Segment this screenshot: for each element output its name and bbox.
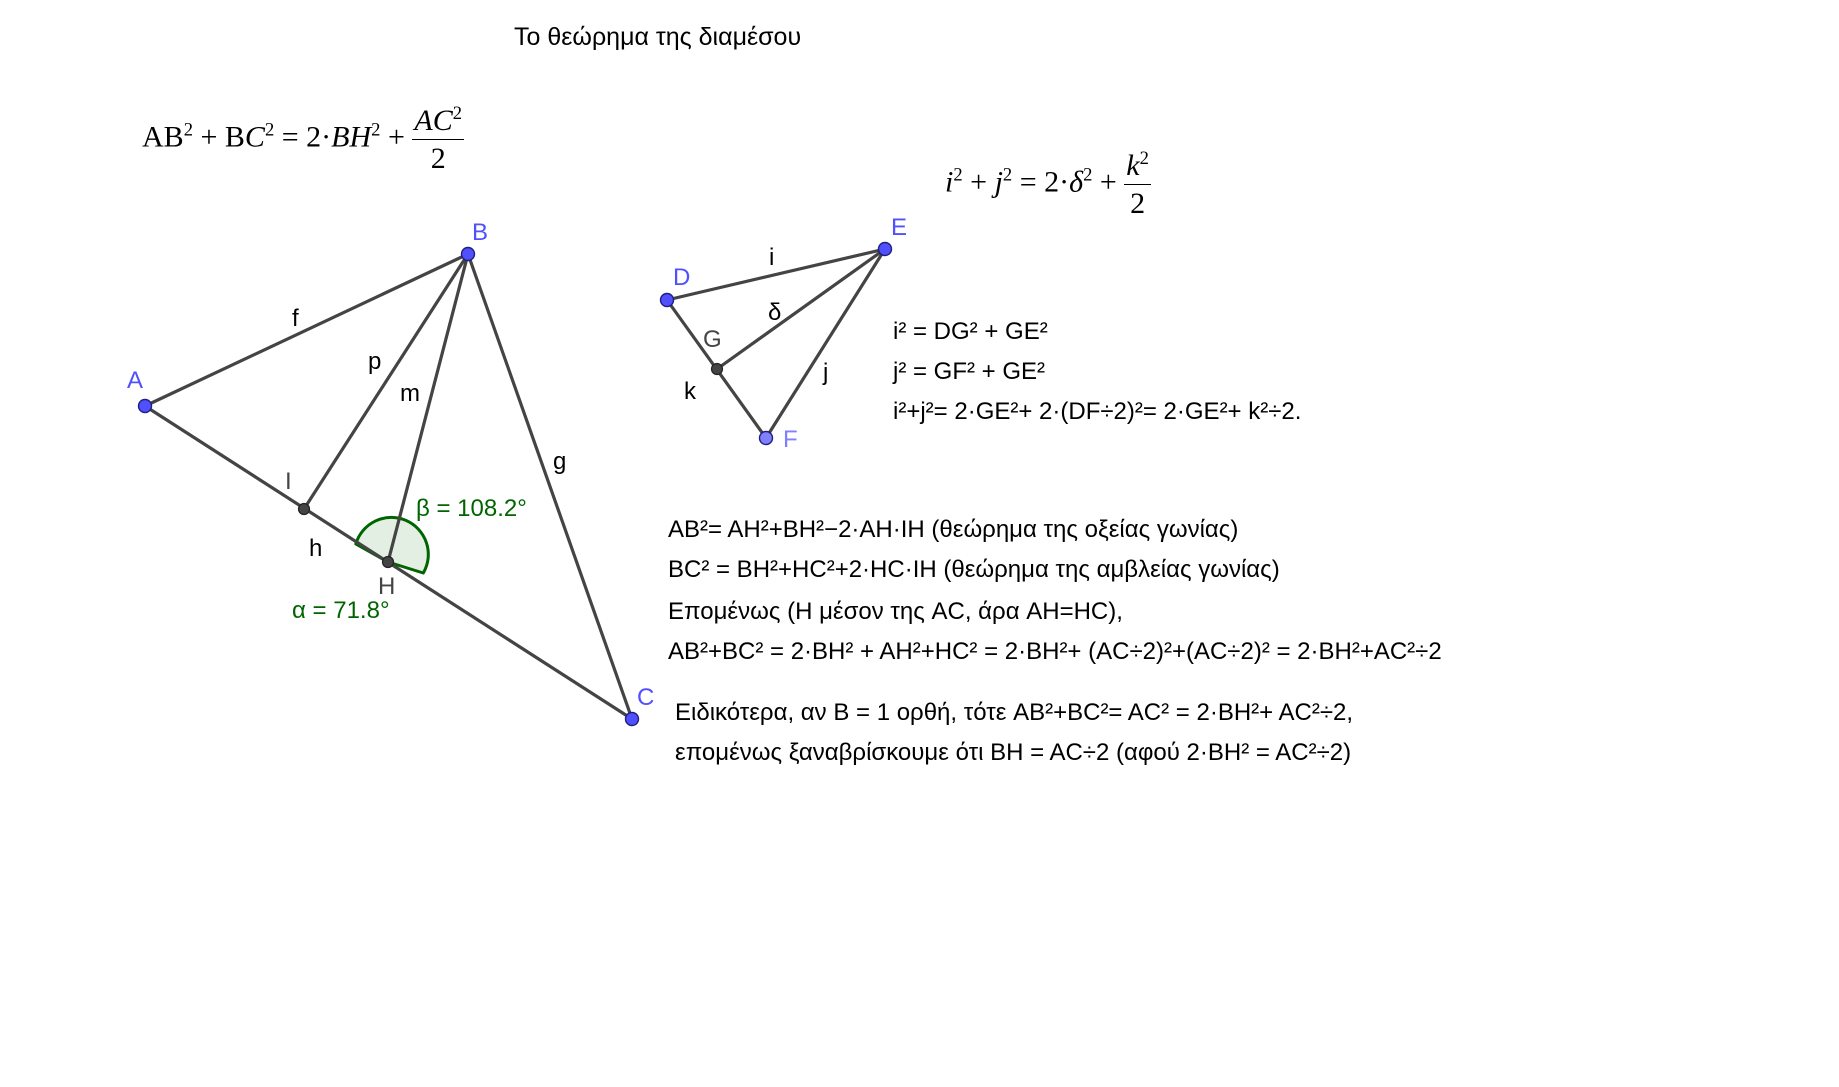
segment-j[interactable] — [766, 249, 885, 438]
segment-delta[interactable] — [717, 249, 885, 369]
point-label-i: I — [285, 468, 292, 495]
angle-label-alpha: α = 71.8° — [292, 597, 390, 624]
formula-term: i — [945, 165, 954, 199]
point-d[interactable] — [661, 294, 674, 307]
text-line: j² = GF² + GE² — [893, 358, 1046, 385]
segment-label-p: p — [368, 348, 382, 375]
segment-label-i: i — [769, 244, 775, 271]
text-line: i²+j²= 2·GE²+ 2·(DF÷2)²= 2·GE²+ k²÷2. — [893, 398, 1302, 425]
point-f[interactable] — [760, 432, 773, 445]
point-a[interactable] — [139, 400, 152, 413]
formula-example — [945, 150, 1151, 219]
formula-operator: = 2· — [1012, 165, 1070, 199]
formula-fraction — [412, 105, 464, 174]
formula-exponent: 2 — [183, 119, 193, 141]
text-line: BC² = BH²+HC²+2·HC·IH (θεώρημα της αμβλείας γωνίας) — [668, 556, 1280, 583]
formula-exponent: 2 — [1002, 164, 1013, 186]
fraction-numerator — [1124, 150, 1151, 185]
formula-exponent: 2 — [264, 119, 275, 141]
fraction-denominator: 2 — [1130, 187, 1146, 220]
point-e[interactable] — [879, 243, 892, 256]
fraction-denominator: 2 — [430, 142, 446, 175]
point-label-d: D — [673, 264, 691, 291]
point-g[interactable] — [712, 364, 723, 375]
formula-fraction — [1124, 150, 1151, 219]
formula-term: j — [994, 165, 1003, 199]
formula-term: B — [224, 120, 245, 154]
point-label-h: H — [378, 573, 396, 600]
point-label-f: F — [783, 426, 798, 453]
formula-term: δ — [1069, 165, 1084, 199]
formula-operator: + — [380, 120, 413, 154]
segment-label-h: h — [309, 535, 323, 562]
segment-g[interactable] — [468, 254, 632, 719]
segment-label-delta: δ — [768, 299, 782, 326]
text-line: Επομένως (H μέσον της AC, άρα AH=HC), — [668, 598, 1123, 625]
point-c[interactable] — [626, 713, 639, 726]
segment-label-k: k — [684, 378, 696, 405]
page-title: Το θεώρημα της διαμέσου — [514, 23, 802, 51]
formula-exponent: 2 — [371, 119, 381, 141]
point-i[interactable] — [299, 504, 310, 515]
formula-term: AB — [142, 120, 184, 154]
text-line: i² = DG² + GE² — [893, 318, 1048, 345]
text-line: Ειδικότερα, αν B = 1 ορθή, τότε AB²+BC²= AC² = 2·BH²+ AC²÷2, — [675, 699, 1354, 726]
segment-label-j: j — [823, 359, 829, 386]
text-line: επομένως ξαναβρίσκουμε ότι BH = AC÷2 (αφού 2·BH² = AC²÷2) — [675, 739, 1352, 766]
fraction-numerator — [412, 105, 464, 140]
point-label-b: B — [472, 219, 489, 246]
point-label-c: C — [637, 684, 655, 711]
formula-term: AC — [414, 104, 453, 137]
point-label-g: G — [703, 326, 722, 353]
point-b[interactable] — [462, 248, 475, 261]
segment-label-f: f — [292, 305, 299, 332]
formula-median-theorem — [142, 105, 464, 174]
formula-operator: + — [192, 120, 225, 154]
point-h[interactable] — [383, 557, 394, 568]
formula-operator: + — [1092, 165, 1125, 199]
point-label-e: E — [891, 214, 908, 241]
text-line: AB²+BC² = 2·BH² + AH²+HC² = 2·BH²+ (AC÷2)²+(AC÷2)² = 2·BH²+AC²÷2 — [668, 638, 1442, 665]
formula-term: BH — [331, 120, 372, 154]
formula-exponent: 2 — [1139, 148, 1149, 169]
formula-operator: = 2· — [274, 120, 332, 154]
formula-term: C — [244, 120, 265, 154]
segment-label-m: m — [400, 380, 420, 407]
formula-term: k — [1126, 149, 1140, 182]
angle-label-beta: β = 108.2° — [416, 495, 527, 522]
segment-label-g: g — [553, 448, 567, 475]
text-line: AB²= AH²+BH²−2·AH·IH (θεώρημα της οξείας γωνίας) — [668, 516, 1239, 543]
segment-i[interactable] — [667, 249, 885, 300]
formula-exponent: 2 — [452, 103, 463, 124]
point-label-a: A — [127, 367, 144, 394]
formula-operator: + — [962, 165, 995, 199]
formula-exponent: 2 — [1083, 164, 1093, 186]
formula-exponent: 2 — [953, 164, 963, 186]
